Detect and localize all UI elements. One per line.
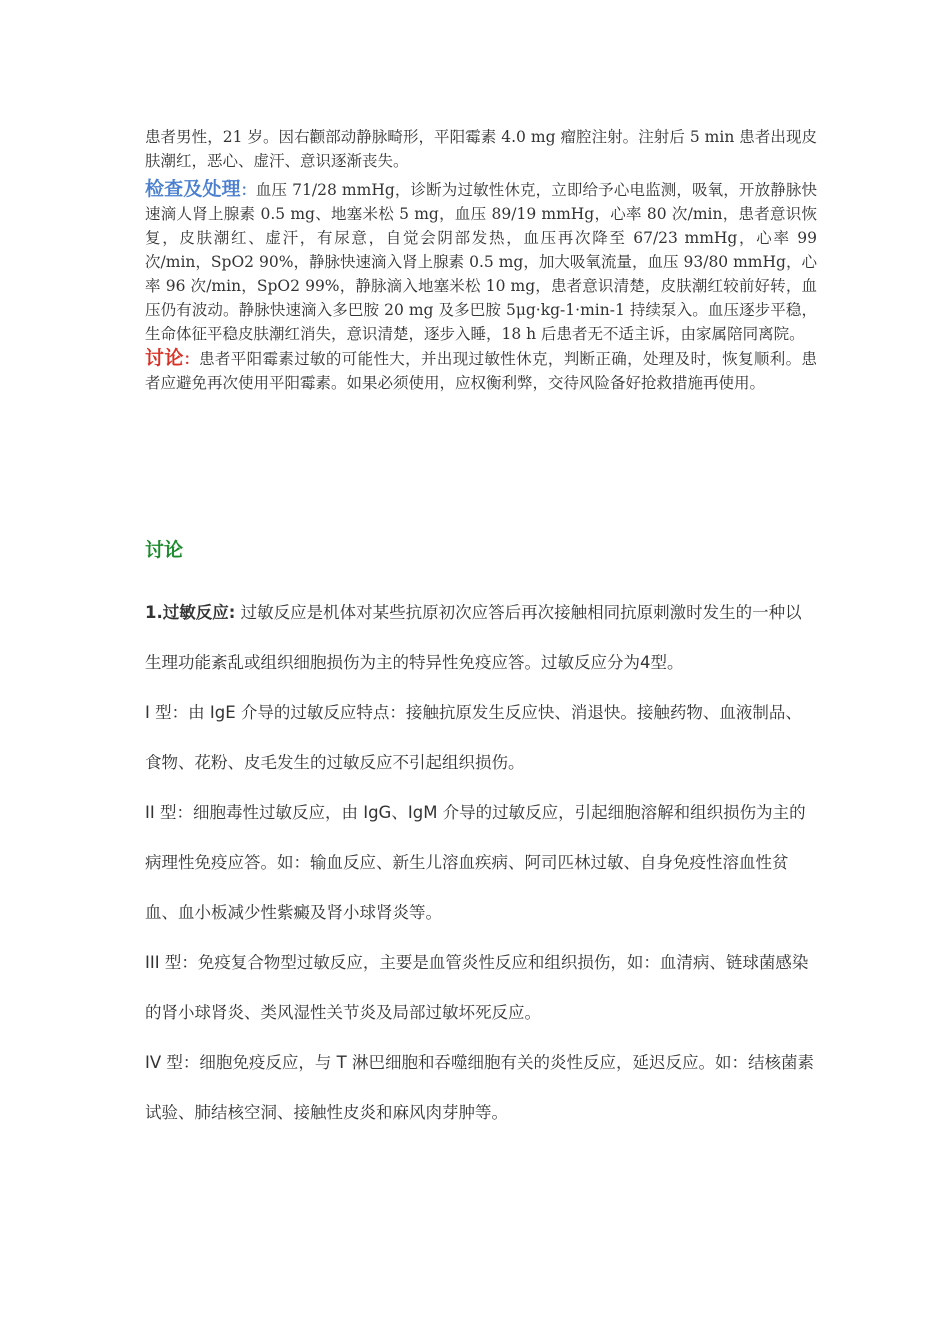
exam-paragraph	[145, 177, 817, 346]
case-discussion-paragraph	[145, 346, 817, 395]
case-discussion-colon: ：	[183, 350, 200, 368]
type-1-paragraph: I 型：由 IgE 介导的过敏反应特点：接触抗原发生反应快、消退快。接触药物、血液制品、食物、花粉、皮毛发生的过敏反应不引起组织损伤。	[145, 703, 802, 772]
exam-text: 血压 71/28 mmHg，诊断为过敏性休克，立即给予心电监测，吸氧，开放静脉快速滴人肾上腺素 0.5 mg、地塞米松 5 mg，血压 89/19 mmHg，心率 80 次/min，患者意识恢复，皮肤潮红、虚汗，有尿意，自觉会阴部发热，血压再次降至 67/23 mmHg，心率 99 次/min，SpO2 90%，静脉快速滴入肾上腺素 0.5 mg，加大吸氧流量，血压 93/80 mmHg，心率 96 次/min，SpO2 99%，静脉滴入地塞米松 10 mg，患者意识清楚，皮肤潮红较前好转，血压仍有波动。静脉快速滴入多巴胺 20 mg 及多巴胺 5μg·kg-1·min-1 持续泵入。血压逐步平稳，生命体征平稳皮肤潮红消失，意识清楚，逐步入睡，18 h 后患者无不适主诉，由家属陪同离院。	[145, 181, 817, 343]
type-2-paragraph: II 型：细胞毒性过敏反应，由 IgG、IgM 介导的过敏反应，引起细胞溶解和组织损伤为主的病理性免疫应答。如：输血反应、新生儿溶血疾病、阿司匹林过敏、自身免疫性溶血性贫血、血小板减少性紫癜及肾小球肾炎等。	[145, 803, 806, 922]
exam-colon: ：	[240, 181, 256, 199]
case-discussion-label: 讨论	[145, 347, 184, 369]
allergy-definition	[145, 588, 817, 688]
type-4-paragraph: IV 型：细胞免疫反应，与 T 淋巴细胞和吞噬细胞有关的炎性反应，延迟反应。如：结核菌素试验、肺结核空洞、接触性皮炎和麻风肉芽肿等。	[145, 1053, 814, 1122]
exam-label: 检查及处理	[145, 178, 241, 200]
case-report	[145, 125, 817, 395]
discussion-heading: 讨论	[145, 539, 184, 561]
allergy-definition-text: 过敏反应是机体对某些抗原初次应答后再次接触相同抗原刺激时发生的一种以生理功能紊乱或组织细胞损伤为主的特异性免疫应答。过敏反应分为4型。	[145, 603, 802, 672]
type-3-paragraph: III 型：免疫复合物型过敏反应，主要是血管炎性反应和组织损伤，如：血清病、链球菌感染的肾小球肾炎、类风湿性关节炎及局部过敏坏死反应。	[145, 953, 809, 1022]
case-intro: 患者男性，21 岁。因右颧部动静脉畸形，平阳霉素 4.0 mg 瘤腔注射。注射后 5 min 患者出现皮肤潮红，恶心、虚汗、意识逐渐丧失。	[145, 128, 817, 170]
case-discussion-text: 患者平阳霉素过敏的可能性大，并出现过敏性休克，判断正确，处理及时，恢复顺利。患者应避免再次使用平阳霉素。如果必须使用，应权衡利弊，交待风险备好抢救措施再使用。	[145, 350, 817, 392]
allergy-definition-label: 1.过敏反应:	[145, 603, 236, 622]
discussion-section	[145, 536, 817, 1138]
